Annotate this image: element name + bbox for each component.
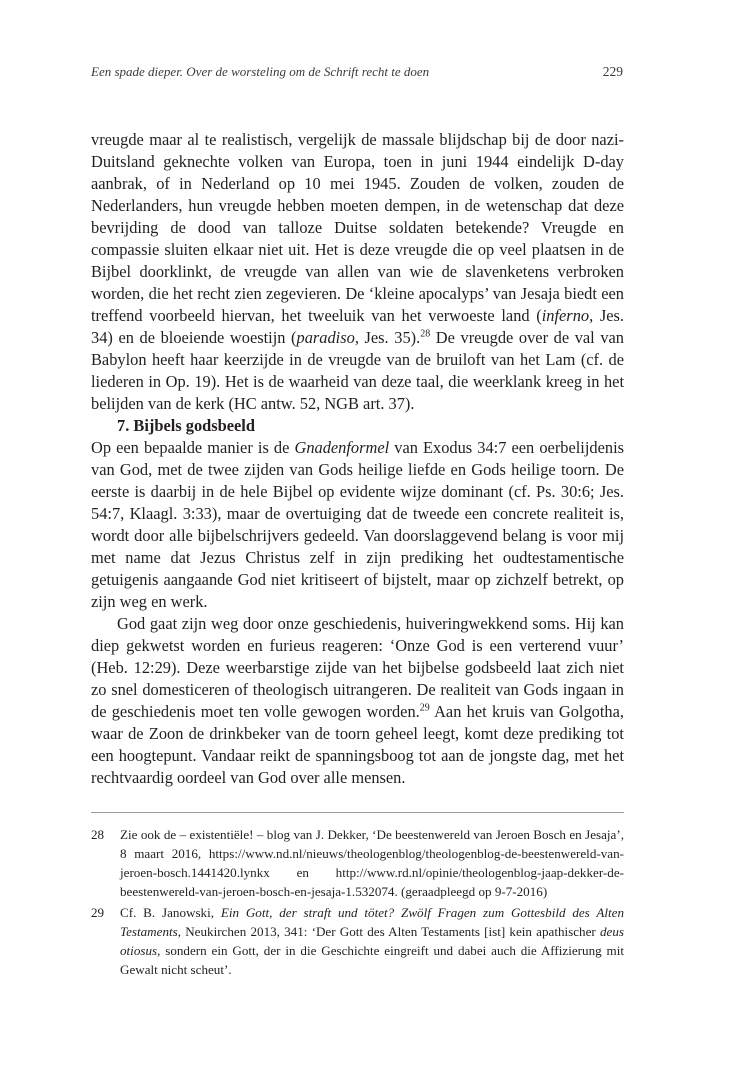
italic-title: Ein Gott, der straft und tötet? Zwölf Fragen zum Gottesbild des Alten Testaments — [120, 905, 624, 939]
footnote-separator — [91, 812, 624, 813]
footnotes — [91, 825, 624, 981]
text-run: , Neukirchen 2013, 341: ‘Der Gott des Alten Testaments [ist] kein apathischer — [177, 924, 600, 939]
text-run: Op een bepaalde manier is de — [91, 438, 295, 457]
text-run: , Jes. 34) en de bloeiende woestijn ( — [91, 306, 624, 347]
text-run: God gaat zijn weg door onze geschiedenis, huiveringwekkend soms. Hij kan diep gekwetst worden en furieus reageren: ‘Onze God is een verterend vuur’ (Heb. 12:29). Deze weerbarstige zijde van het bijbelse godsbeeld laat zich niet zo snel domesticeren of theologisch uitrangeren. De realiteit van Gods ingaan in de geschiedenis moet ten volle gewogen worden. — [91, 614, 624, 721]
paragraph-3 — [91, 613, 624, 789]
text-run: van Exodus 34:7 een oerbelijdenis van God, met de twee zijden van Gods heilige liefde en Gods heilige toorn. De eerste is daarbij in de hele Bijbel op evidente wijze dominant (cf. Ps. 30:6; Jes. 54:7, Klaagl. 3:33), maar de overtuiging dat de tweede een concrete realiteit is, wordt door alle bijbelschrijvers gedeeld. Van doorslaggevend belang is voor mij met name dat Jezus Christus zelf in zijn prediking het oudtestamentische getuigenis aangaande God niet kritiseert of bijstelt, maar op zichzelf betrekt, op zijn weg en werk. — [91, 438, 625, 611]
italic-term: inferno — [541, 306, 590, 325]
text-run: De vreugde over de val van Babylon heeft haar keerzijde in de vreugde van de bruiloft van het Lam (cf. de liederen in Op. 19). Het is de waarheid van deze taal, die weerklank kreeg in het belijden van de kerk (HC antw. 52, NGB art. 37). — [91, 328, 624, 413]
footnote-28 — [91, 825, 624, 901]
italic-term: paradiso — [296, 328, 355, 347]
footnote-ref-28[interactable]: 28 — [420, 328, 431, 340]
page-number: 229 — [602, 64, 623, 79]
footnote-number: 29 — [91, 905, 105, 920]
footnote-text: Zie ook de – existentiële! – blog van J. Dekker, ‘De beestenwereld van Jeroen Bosch en Jesaja’, 8 maart 2016, https://www.nd.nl/nieuws/theologenblog/theologenblog-de-beestenwereld-van-jeroen-bosch.1441420.lynkx en http://www.rd.nl/opinie/theologenblog-jaap-dekker-de-beestenwereld-van-jeroen-bosch-en-jesaja-1.532074. (geraadpleegd op 9-7-2016) — [120, 827, 624, 899]
main-text — [91, 129, 624, 789]
section-heading: 7. Bijbels godsbeeld — [117, 416, 255, 435]
running-header-title: Een spade dieper. Over de worsteling om de Schrift recht te doen — [91, 64, 430, 79]
footnote-ref-29[interactable]: 29 — [419, 702, 430, 714]
text-run: , sondern ein Gott, der in die Geschichte eingreift und dabei auch die Affizierung mit Gewalt nicht scheut’. — [120, 943, 624, 977]
paragraph-2 — [91, 437, 624, 613]
text-run: Cf. B. Janowski, — [120, 905, 221, 920]
italic-term: Gnadenformel — [294, 438, 390, 457]
paragraph-1 — [91, 129, 624, 415]
text-run: vreugde maar al te realistisch, vergelijk de massale blijdschap bij de door nazi-Duitsland geknechte volken van Europa, toen in juni 1944 eindelijk D-day aanbrak, of in Nederland op 10 mei 1945. Zouden de volken, zouden de Nederlanders, hun vreugde hebben moeten dempen, in de wetenschap dat deze bevrijding de dood van talloze Duitse soldaten betekende? Vreugde en compassie sluiten elkaar niet uit. Het is deze vreugde die op veel plaatsen in de Bijbel doorklinkt, de vreugde van allen van wie de slavenketens verbroken worden, die het recht zien zegevieren. De ‘kleine apocalyps’ van Jesaja biedt een treffend voorbeeld hiervan, het tweeluik van het verwoeste land ( — [91, 130, 624, 325]
footnote-number: 28 — [91, 827, 105, 842]
italic-term: deus otiosus — [120, 924, 624, 958]
text-run: , Jes. 35). — [354, 328, 421, 347]
text-run: Aan het kruis van Golgotha, waar de Zoon de drinkbeker van de toorn geheel leegt, komt deze prediking tot een hoogtepunt. Vandaar reikt de spanningsboog tot aan de jongste dag, met het rechtvaardig oordeel van God over alle mensen. — [91, 702, 624, 787]
footnote-29 — [91, 903, 624, 979]
